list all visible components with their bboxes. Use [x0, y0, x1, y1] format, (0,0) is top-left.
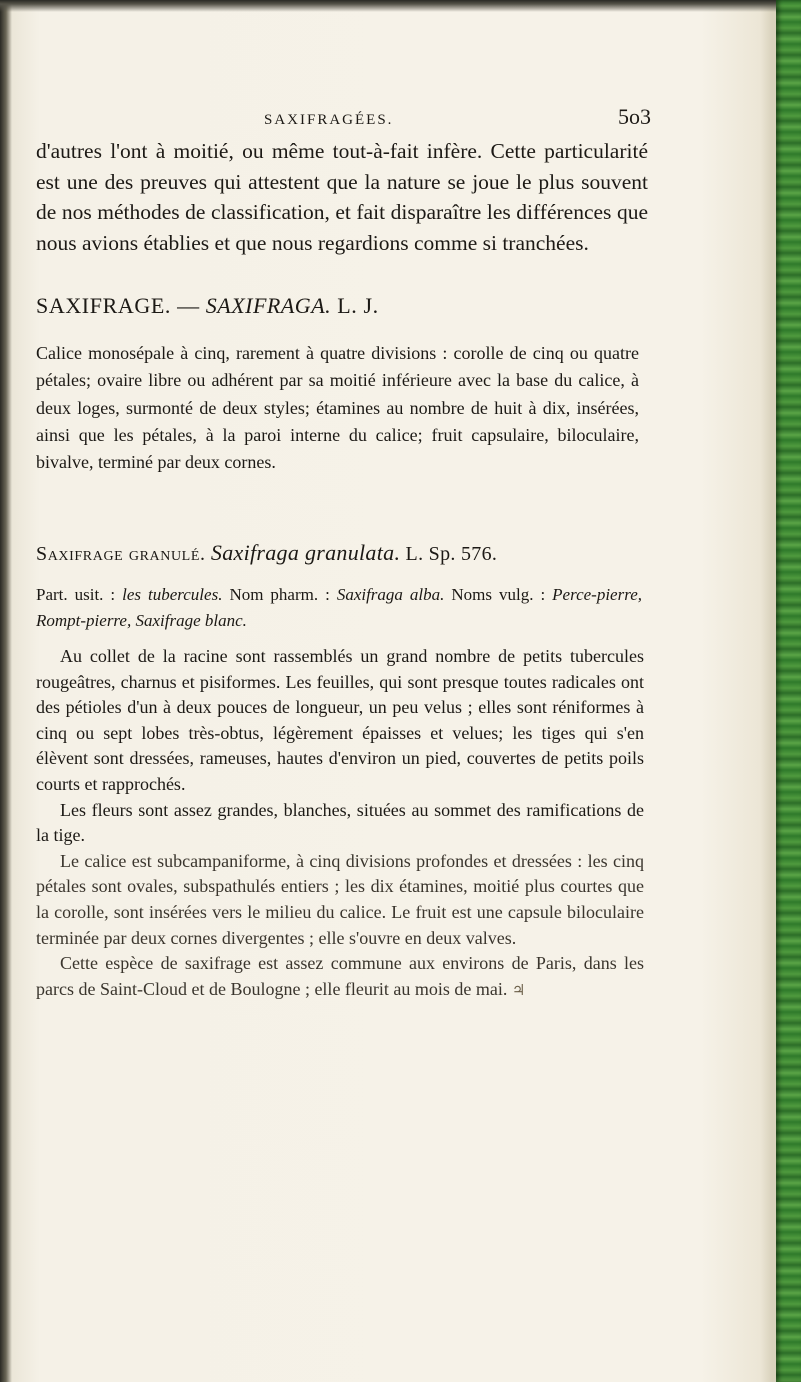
paragraph-calyx: Le calice est subcampaniforme, à cinq divisions profondes et dressées : les cinq pétales sont ovales, subspathulés entiers ; les dix étamines, moitié plus courtes que la corolle, sont insérées vers le milieu du calice. Le fruit est une capsule biloculaire terminée par deux cornes divergentes ; elle s'ouvre en deux valves.	[36, 850, 644, 948]
genus-description: Calice monosépale à cinq, rarement à quatre divisions : corolle de cinq ou quatre pétales; ovaire libre ou adhérent par sa moitié inférieure avec la base du calice, à deux loges, surmonté de deux styles; étamines au nombre de huit à dix, insérées, ainsi que les pétales, à la paroi interne du calice; fruit capsulaire, biloculaire, bivalve, terminé par deux cornes.	[36, 343, 639, 473]
paragraph-flowers: Les fleurs sont assez grandes, blanches, situées au sommet des ramifications de la tige.	[36, 799, 644, 846]
page-number: 5o3	[618, 104, 651, 129]
vulg-value: Perce-pierre, Rompt-pierre, Saxifrage blanc.	[36, 585, 642, 630]
species-reference: L. Sp. 576.	[400, 543, 498, 565]
species-latin: Saxifraga granulata.	[210, 540, 401, 565]
habitat-text: Cette espèce de saxifrage est assez commune aux environs de Paris, dans les parcs de Saint-Cloud et de Boulogne ; elle fleurit au mois de mai.	[36, 953, 644, 999]
running-head	[36, 104, 651, 130]
uses-line	[36, 582, 642, 633]
intro-paragraph	[36, 136, 648, 258]
paragraph-roots-leaves: Au collet de la racine sont rassemblés un grand nombre de petits tubercules rougeâtres, charnus et pisiformes. Les feuilles, qui sont presque toutes radicales ont des pétioles d'un à deux pouces de longueur, un peu velus ; elles sont réniformes à cinq ou sept lobes très-obtus, légèrement épaisses et velues; les tiges qui s'en élèvent sont dressées, rameuses, hautes d'environ un pied, couvertes de petits poils courts et rapprochés.	[36, 646, 644, 794]
running-head-title: SAXIFRAGÉES.	[264, 112, 394, 128]
species-common-name: Saxifrage granulé.	[36, 543, 206, 565]
book-spine-edge	[776, 0, 801, 1382]
genus-heading	[36, 293, 771, 319]
genus-latin: SAXIFRAGA.	[205, 293, 332, 318]
paragraph-habitat	[36, 951, 644, 1004]
part-value: les tubercules.	[122, 585, 223, 604]
pharm-value: Saxifraga alba.	[336, 585, 445, 604]
page-top-edge	[0, 0, 801, 12]
species-description	[36, 644, 644, 1004]
pharm-label: Nom pharm. :	[222, 585, 337, 604]
perennial-symbol: ♃	[511, 982, 526, 999]
intro-text: d'autres l'ont à moitié, ou même tout-à-fait infère. Cette particularité est une des preuves qui attestent que la nature se joue le plus souvent de nos méthodes de classification, et fait disparaître les différences que nous avions établies et que nous regardions comme si tranchées.	[36, 139, 648, 255]
vulg-label: Noms vulg. :	[444, 585, 553, 604]
genus-authority: L. J.	[331, 293, 379, 318]
genus-name: SAXIFRAGE.	[36, 293, 171, 318]
part-label: Part. usit. :	[36, 585, 123, 604]
genus-dash: —	[170, 293, 206, 318]
species-heading	[36, 540, 771, 566]
